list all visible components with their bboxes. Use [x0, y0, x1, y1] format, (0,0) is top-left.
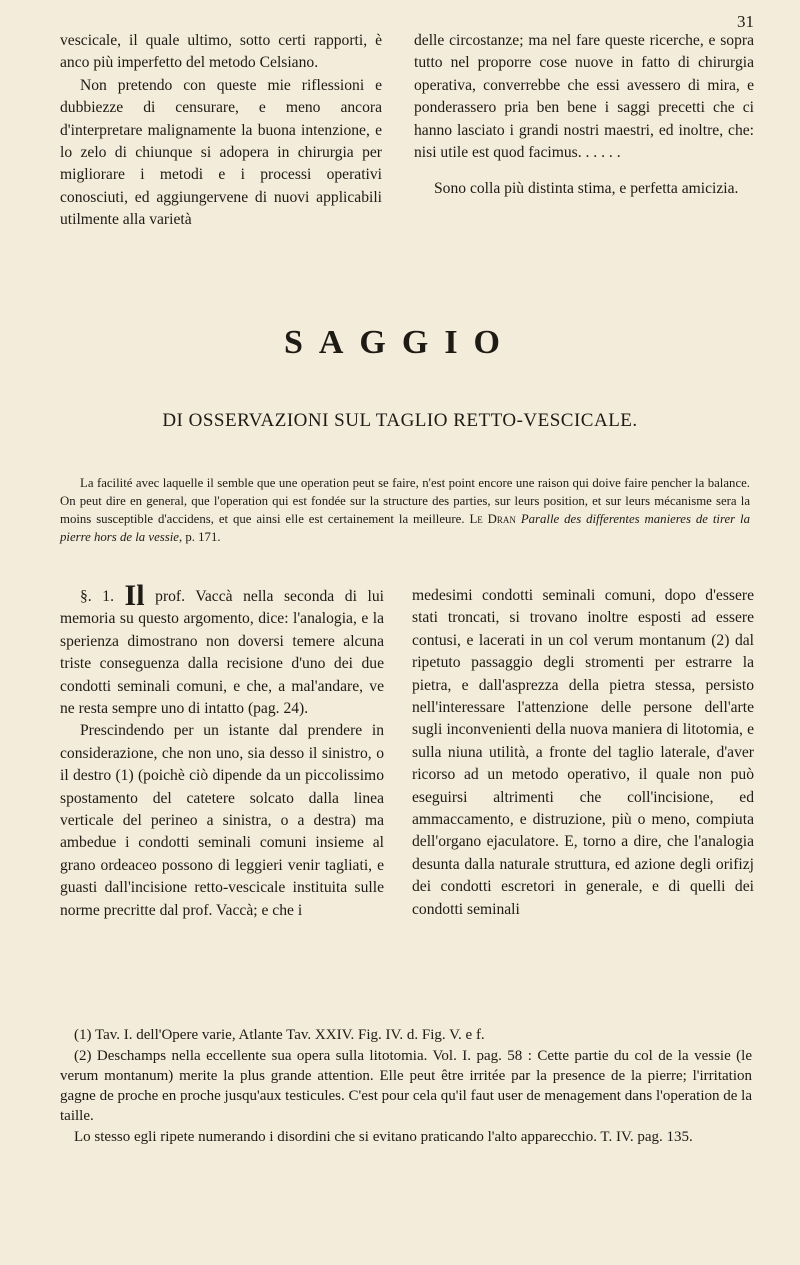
- epigraph-source-page: , p. 171.: [178, 530, 221, 544]
- essay-subtitle: DI OSSERVAZIONI SUL TAGLIO RETTO-VESCICALE.: [162, 410, 638, 431]
- body-left-paragraph-2: Prescindendo per un istante dal prendere in considerazione, che non uno, sia desso il sinistro, o il destro (1) (poichè ciò dipende da un piccolissimo spostamento del catetere solcato dalla linea verticale del perineo a sinistra, o a destra) ma ambedue i condotti seminali comuni insieme al grano ordeaceo possono di leggieri venir tagliati, e guasti dall'incisione retto-vescicale instituita sulle norme precritte dal prof. Vaccà; e che i: [60, 722, 384, 919]
- essay-title: SAGGIO: [283, 324, 517, 361]
- top-left-column: [60, 30, 382, 232]
- body-right-paragraph-1: medesimi condotti seminali comuni, dopo d'essere stati troncati, si trovano inoltre esposti ad essere contusi, e lacerati in un col verum montanum (2) dal ripetuto passaggio degli stromenti per estrarre la pietra, e dall'asprezza della pietra stessa, persisto nell'interessare l'attenzione delle persone dell'arte sugli inconvenienti della nuova maniera di litotomia, e sulla niuna utilità, a fronte del taglio laterale, d'aver ricorso ad un metodo operativo, il quale non può eseguirsi altrimenti che coll'incisione, ed ammaccamento, e distruzione, più o meno, compiuta dell'organo ejaculatore. E, torno a dire, che l'analogia desunta dalla naturale struttura, ed azione degli orifizj dei condotti escretori in generale, e di quelli dei condotti seminali: [412, 587, 754, 918]
- section-mark: §. 1.: [80, 588, 114, 605]
- epigraph-source-title: Paralle des differentes manieres de tirer la pierre hors de la vessie: [60, 512, 750, 544]
- page-number: 31: [737, 12, 754, 31]
- body-right-column: [412, 585, 754, 921]
- footnote-3: Lo stesso egli ripete numerando i disordini che si evitano praticando l'alto apparecchio. T. IV. pag. 135.: [74, 1129, 693, 1145]
- epigraph-author: Le Dran: [469, 512, 516, 526]
- epigraph: [60, 474, 750, 546]
- body-left-paragraph-1: prof. Vaccà nella seconda di lui memoria su questo argomento, dice: l'analogia, e la sperienza dimostrano non doversi temere alcuna triste conseguenza dalla recisione d'uno dei due condotti seminali comuni, e che, a mal'andare, ve ne resta sempre uno di intatto (pag. 24).: [60, 588, 384, 718]
- closing-salutation: Sono colla più distinta stima, e perfetta amicizia.: [434, 180, 739, 198]
- body-left-column: [60, 579, 384, 922]
- drop-initial: Il: [124, 579, 145, 612]
- top-left-paragraph-1: vescicale, il quale ultimo, sotto certi rapporti, è anco più imperfetto del metodo Celsiano.: [60, 32, 382, 72]
- top-left-paragraph-2: Non pretendo con queste mie riflessioni e dubbiezze di censurare, e meno ancora d'interpretare malignamente la buona intenzione, e lo zelo di chiunque si adopera in chirurgia per migliorare i metodi e i processi operativi conosciuti, ed aggiungervene di nuovi applicabili utilmente alla varietà: [60, 76, 382, 229]
- top-right-paragraph-1: delle circostanze; ma nel fare queste ricerche, e sopra tutto nel proporre cose nuove in fatto di chirurgia operativa, converrebbe che essi avessero di mira, e ponderassero pria ben bene i saggi precetti che ci hanno lasciato i grandi nostri maestri, ed inoltre, che: nisi utile est quod facimus. . . . . .: [414, 32, 754, 162]
- footnote-2: (2) Deschamps nella eccellente sua opera sulla litotomia. Vol. I. pag. 58 : Cette partie du col de la vessie (le verum montanum) merite la plus grande attention. Elle peut être irritée par la presence de la pierre; l'irritation gagne de proche en proche jusqu'aux testicules. C'est pour cela qu'il faut user de menagement dans l'operation de la taille.: [60, 1048, 752, 1124]
- footnote-1: (1) Tav. I. dell'Opere varie, Atlante Tav. XXIV. Fig. IV. d. Fig. V. e f.: [74, 1027, 485, 1043]
- epigraph-text: La facilité avec laquelle il semble que une operation peut se faire, n'est point encore une raison qui doive faire pencher la balance. On peut dire en general, que l'operation qui est fondée sur la structure des parties, sur leurs position, et sur leurs mécanisme sera la moins susceptible d'accidens, et que ainsi elle est certainement la meilleure.: [60, 476, 750, 526]
- top-right-column: [414, 30, 754, 201]
- footnotes: [60, 1025, 752, 1148]
